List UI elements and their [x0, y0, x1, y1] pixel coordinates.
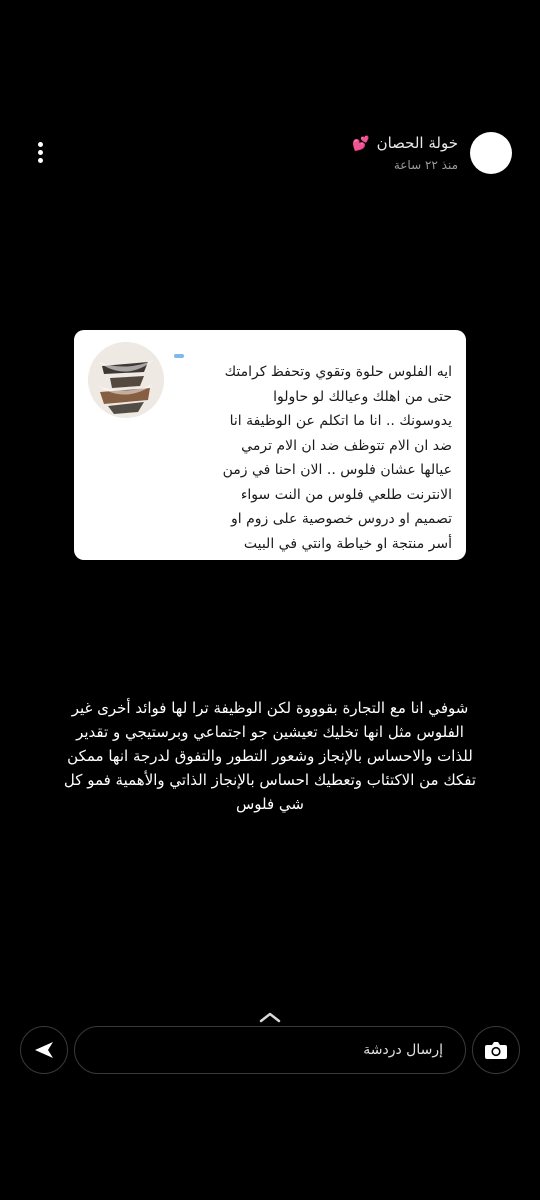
quoted-text-line: ضد ان الام تتوظف ضد ان الام ترمي — [241, 437, 452, 454]
send-arrow-icon — [33, 1040, 55, 1060]
quoted-text — [172, 360, 452, 556]
caption-line: شي فلوس — [235, 795, 305, 813]
post-timestamp: منذ ٢٢ ساعة — [393, 158, 458, 172]
quoted-text-line: ايه الفلوس حلوة وتقوي وتحفظ كرامتك — [224, 364, 452, 380]
chat-input[interactable] — [74, 1026, 466, 1074]
quoted-user-avatar — [88, 342, 164, 418]
heart-emoji: 💕 — [352, 136, 370, 152]
story-caption — [20, 696, 520, 816]
bottom-bar — [0, 1024, 540, 1076]
user-avatar[interactable] — [470, 132, 512, 174]
quoted-reply-card — [74, 330, 466, 560]
caption-line: تفكك من الاكتئاب وتعطيك احساس بالإنجاز الذاتي والأهمية فمو كل — [63, 771, 477, 789]
more-options-icon[interactable] — [34, 142, 48, 170]
story-header — [0, 128, 540, 184]
send-button[interactable] — [20, 1026, 68, 1074]
caption-line: شوفي انا مع التجارة بقوووة لكن الوظيفة ترا لها فوائد أخرى غير — [71, 699, 469, 717]
quoted-text-line: تصميم او دروس خصوصية على زوم او — [230, 511, 452, 527]
quoted-text-line: يدوسونك .. انا ما اتكلم عن الوظيفة انا — [229, 413, 452, 429]
quoted-text-line: حتى من اهلك وعيالك لو حاولوا — [273, 388, 452, 405]
user-name-text: خولة الحصان — [376, 134, 458, 152]
caption-line: الفلوس مثل انها تخليك تعيشين جو اجتماعي وبرستيجي و تقدير — [76, 723, 464, 741]
camera-icon — [484, 1039, 508, 1061]
camera-button[interactable] — [472, 1026, 520, 1074]
caption-line: للذات والاحساس بالإنجاز وشعور التطور والتفوق لدرجة انها ممكن — [67, 747, 473, 765]
card-accent-dot — [174, 354, 184, 358]
quoted-text-line: الانترنت طلعي فلوس من النت سواء — [240, 486, 452, 503]
quoted-text-line: أسر منتجة او خياطة وانتي في البيت — [243, 535, 452, 552]
user-name[interactable] — [352, 134, 458, 152]
quoted-text-line: عيالها عشان فلوس .. الان احنا في زمن — [222, 462, 452, 478]
